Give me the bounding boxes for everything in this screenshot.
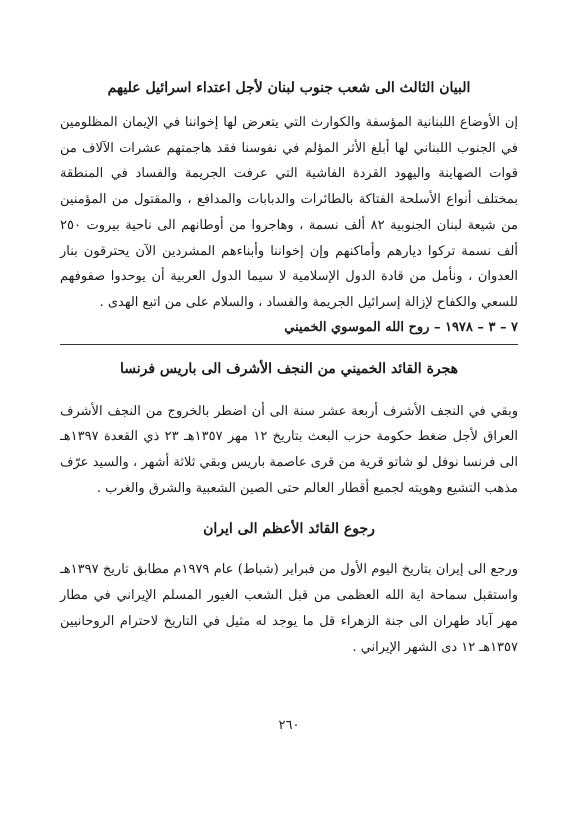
page-number: ٢٦٠ bbox=[278, 718, 300, 733]
section-divider bbox=[60, 344, 518, 345]
statement-paragraph: إن الأوضاع اللبنانية المؤسفة والكوارث التي يتعرض لها إخواننا في الإيمان المظلومين في الجنوب اللبناني لها أبلغ الأثر المؤلم في نفوسنا فقد هاجمتهم عشرات الآلاف من قوات الصهاينة واليهود القردة الفاشية التي عرفت الجريمة والفساد في المنطقة بمختلف أنواع الأسلحة الفتاكة بالطائرات والدبابات والمدافع ، والمقتول من المؤمنين من شيعة لبنان الجنوبية ٨٢ ألف نسمة ، وهاجروا من أوطانهم الى ناحية بيروت ٢٥٠ ألف نسمة تركوا ديارهم وأماكنهم وإن إخواننا وأبناءهم المشردين الآن يحترقون بنار العدوان ، ونأمل من قادة الدول الإسلامية لا سيما الدول العربية أن يوحدوا صفوفهم للسعي والكفاح لإزالة إسرائيل الجريمة والفساد ، والسلام على من اتبع الهدى . bbox=[60, 115, 518, 310]
return-title: رجوع القائد الأعظم الى ايران bbox=[203, 521, 375, 538]
document-page bbox=[60, 78, 518, 660]
migration-title: هجرة القائد الخميني من النجف الأشرف الى باريس فرنسا bbox=[119, 360, 459, 377]
return-paragraph: ورجع الى إيران بتاريخ اليوم الأول من فبراير (شباط) عام ١٩٧٩م مطابق تاريخ ١٣٩٧هـ واستقبل سماحة اية الله العظمى من قبل الشعب الغيور المسلم الإيراني في مطار مهر آباد طهران الى جنة الزهراء قل ما يوجد له مثيل في التاريخ لاحترام الروحانيين ١٣٥٧هـ ١٢ دى الشهر الإيراني . bbox=[60, 562, 518, 655]
migration-paragraph: وبقي في النجف الأشرف أربعة عشر سنة الى أن اضطر بالخروج من النجف الأشرف العراق لأجل ضغط حكومة حزب البعث بتاريخ ١٢ مهر ١٣٥٧هـ ٢٣ ذي القعدة ١٣٩٧هـ الى فرنسا نوفل لو شاتو قرية من قرى عاصمة باريس وبقي ثلاثة أشهر ، والسيد عرّف مذهب التشيع وهويته لجميع أقطار العالم حتى الصين الشعبية والشرق والغرب . bbox=[60, 403, 518, 496]
statement-title: البيان الثالث الى شعب جنوب لبنان لأجل اعتداء اسرائيل عليهم bbox=[107, 80, 471, 96]
statement-signature: ٧ – ٣ – ١٩٧٨ – روح الله الموسوي الخميني bbox=[284, 319, 518, 335]
statement-body bbox=[60, 110, 518, 316]
migration-body bbox=[60, 399, 518, 502]
return-body bbox=[60, 557, 518, 660]
